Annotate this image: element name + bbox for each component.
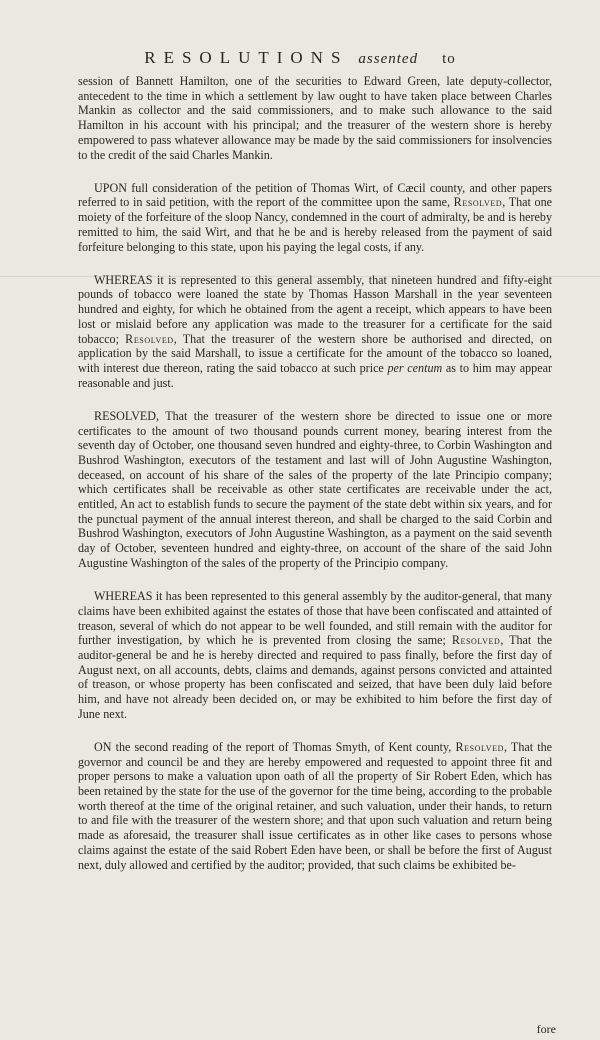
catchword: fore xyxy=(536,1022,556,1036)
resolved-word: Resolved xyxy=(453,195,503,210)
paragraph-wirt xyxy=(78,181,552,255)
paragraph-text: UPON full consideration of the petition of Thomas Wirt, of Cæcil county, and other papers referred to in said petition, with the report of the committee upon the same, xyxy=(78,180,552,210)
paragraph-washington xyxy=(78,409,552,571)
paragraph-text: session of Bannett Hamilton, one of the securities to Edward Green, late deputy-collector, antecedent to the time in which a settlement by law ought to have taken place between Charles Mankin as collector and the said commissioners, and to make such allowance to the said Hamilton in his account with his principal; and the treasurer of the western shore is hereby empowered to pass whatever allowance may be made by the said commissioners for insolvencies to the credit of the said Charles Mankin. xyxy=(78,74,552,162)
resolved-word: Resolved xyxy=(455,739,505,754)
running-header xyxy=(0,48,600,68)
paragraph-text: , That one moiety of the forfeiture of the sloop Nancy, condemned in the court of admiralty, be and is hereby remitted to him, the said Wirt, and that he be and is hereby released from the payment of said forfeiture belonging to this state, upon his paying the legal costs, if any. xyxy=(78,195,553,254)
paragraph-hamilton xyxy=(78,74,552,162)
header-assented: assented xyxy=(358,51,419,67)
header-to: to xyxy=(442,51,456,67)
paragraph-text: , That the treasurer of the western shore be authorised and directed, on application by the said Marshall, to issue a certificate for the amount of the tobacco so loaned, with interest due thereon, rating the said tobacco at such price xyxy=(78,331,552,375)
paragraph-text: , That the auditor-general be and he is hereby directed and required to pass finally, before the first day of August next, on all accounts, debts, claims and demands, against persons convicted and attainted of treason, or whose property has been confiscated and seized, that have been duly laid before him, and have not already been decided on, or may be exhibited to him before the first day of June next. xyxy=(78,633,552,721)
paragraph-text: RESOLVED, That the treasurer of the western shore be directed to issue one or more certificates to the amount of two thousand pounds current money, bearing interest from the seventh day of October, one thousand seven hundred and eighty-three, to Corbin Washington and Bushrod Washington, executors of the testament and last will of John Augustine Washington, deceased, on account of his share of the sales of the property of the late Principio company; which certificates shall be receivable as other state certificates are receivable under the act, entitled, An act to establish funds to secure the payment of the state debt within six years, and for the punctual payment of the annual interest thereon, and shall be charged to the said Corbin and Bushrod Washington, executors of John Augustine Washington, as a payment on the said seventh day of October, seventeen hundred and eighty-three, on account of the share of the said John Augustine Washington of the sales of the property of the Principio company. xyxy=(78,408,552,570)
paragraph-text: WHEREAS it is represented to this general assembly, that nineteen hundred and fifty-eight pounds of tobacco were loaned the state by Thomas Hasson Marshall in the year seventeen hundred and eighty, for which he obtained from the agent a receipt, which appears to have been lost or mislaid before any application was made to the treasurer for a certificate for the said tobacco; xyxy=(78,272,552,346)
paragraph-text: ON the second reading of the report of Thomas Smyth, of Kent county, xyxy=(94,739,456,754)
resolved-word: Resolved xyxy=(451,633,501,648)
paragraph-text: , That the governor and council be and they are hereby empowered and requested to appoint three fit and proper persons to make a valuation upon oath of all the property of Sir Robert Eden, which has been retained by the state for the use of the governor for the time being, according to the probable worth thereof at the time of the original retainer, and such valuation, under their hands, to return to and file with the treasurer of the western shore; and that upon such valuation and return being made as aforesaid, the treasurer shall issue certificates as in other like cases to persons whose claims against the estate of the said Robert Eden have been, or shall be before the first of August next, duly allowed and certified by the auditor; provided, that such claims be exhibited be- xyxy=(78,739,552,872)
resolved-word: Resolved xyxy=(125,331,174,346)
header-title: RESOLUTIONS xyxy=(144,48,349,67)
paragraph-auditor-general xyxy=(78,589,552,721)
paragraph-marshall xyxy=(78,273,552,391)
document-body xyxy=(78,74,552,891)
italic-term: per centum xyxy=(387,360,443,375)
paragraph-smyth xyxy=(78,740,552,872)
paragraph-text: WHEREAS it has been represented to this general assembly by the auditor-general, that many claims have been exhibited against the estates of those that have been confiscated and attainted of treason, several of which do not appear to be well founded, and still remain with the auditor for further investigation, by which he is prevented from closing the same; xyxy=(78,589,552,648)
paragraph-text: as to him may appear reasonable and just. xyxy=(78,360,552,390)
